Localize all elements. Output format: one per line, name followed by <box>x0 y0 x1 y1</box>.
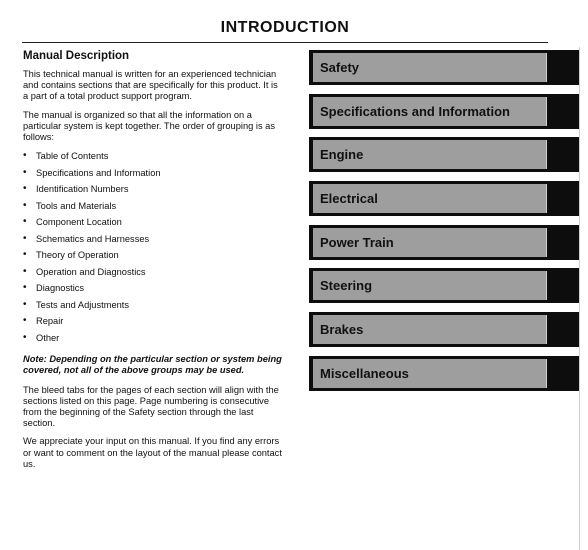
section-tab-miscellaneous[interactable] <box>309 356 579 391</box>
list-item-label: Theory of Operation <box>36 250 119 261</box>
bullet-icon: • <box>23 315 27 327</box>
list-item-label: Repair <box>36 316 64 327</box>
section-tab-label: Miscellaneous <box>320 365 409 381</box>
section-tab-label: Power Train <box>320 234 394 250</box>
intro-paragraph: This technical manual is written for an experienced technician and contains sections that are specifically for this product. It is a part of a total product support program. <box>23 69 278 102</box>
bullet-icon: • <box>23 150 27 162</box>
section-tab-engine[interactable] <box>309 137 579 172</box>
list-item <box>23 249 285 266</box>
list-item <box>23 183 285 200</box>
section-tab-label: Steering <box>320 278 373 294</box>
section-tab-label: Engine <box>320 147 364 163</box>
list-item <box>23 150 285 167</box>
bullet-icon: • <box>23 166 27 178</box>
list-item-label: Tests and Adjustments <box>36 299 130 310</box>
section-tabs <box>309 50 579 400</box>
list-item-label: Table of Contents <box>36 151 109 162</box>
section-tab-label: Specifications and Information <box>320 103 510 119</box>
bullet-icon: • <box>23 199 27 211</box>
bullet-icon: • <box>23 216 27 228</box>
list-item <box>23 315 285 332</box>
list-item <box>23 282 285 299</box>
bullet-icon: • <box>23 298 27 310</box>
section-tab-brakes[interactable] <box>309 312 579 347</box>
section-tab-safety[interactable] <box>309 50 579 85</box>
page-title: INTRODUCTION <box>220 19 350 36</box>
section-tab-label: Electrical <box>320 191 378 207</box>
list-item <box>23 167 285 184</box>
list-item-label: Operation and Diagnostics <box>36 266 146 277</box>
list-item <box>23 266 285 283</box>
section-tab-electrical[interactable] <box>309 181 579 216</box>
list-item <box>23 200 285 217</box>
bullet-icon: • <box>23 183 27 195</box>
section-tab-specifications[interactable] <box>309 94 579 129</box>
list-item-label: Other <box>36 332 60 343</box>
page-edge-line <box>579 47 583 550</box>
bullet-icon: • <box>23 249 27 261</box>
list-item <box>23 299 285 316</box>
list-item-label: Tools and Materials <box>36 200 117 211</box>
section-tab-label: Safety <box>320 60 360 75</box>
bullet-icon: • <box>23 232 27 244</box>
section-tab-label: Brakes <box>320 322 364 338</box>
manual-description-column <box>23 49 285 477</box>
bullet-icon: • <box>23 265 27 277</box>
list-item-label: Component Location <box>36 217 122 228</box>
organization-paragraph: The manual is organized so that all the information on a particular system is kept together. The order of grouping is as follows: <box>23 109 276 143</box>
bullet-icon: • <box>23 282 27 294</box>
list-item-label: Diagnostics <box>36 283 85 294</box>
manual-description-heading: Manual Description <box>23 50 130 62</box>
list-item-label: Specifications and Information <box>36 167 161 178</box>
bullet-icon: • <box>23 331 27 343</box>
group-list <box>23 150 285 348</box>
note-paragraph: Note: Depending on the particular section or system being covered, not all of the above groups may be used. <box>23 354 282 376</box>
title-divider <box>22 42 548 43</box>
bleed-tabs-paragraph: The bleed tabs for the pages of each section will align with the sections listed on this page. Page numbering is consecutive from the beginning of the Safety section through the last section. <box>23 384 279 429</box>
contact-paragraph: We appreciate your input on this manual. If you find any errors or want to comment on the layout of the manual please contact us. <box>23 436 282 469</box>
list-item-label: Identification Numbers <box>36 184 129 195</box>
list-item <box>23 233 285 250</box>
list-item <box>23 332 285 349</box>
list-item <box>23 216 285 233</box>
list-item-label: Schematics and Harnesses <box>36 233 150 244</box>
section-tab-power-train[interactable] <box>309 225 579 260</box>
section-tab-steering[interactable] <box>309 268 579 303</box>
